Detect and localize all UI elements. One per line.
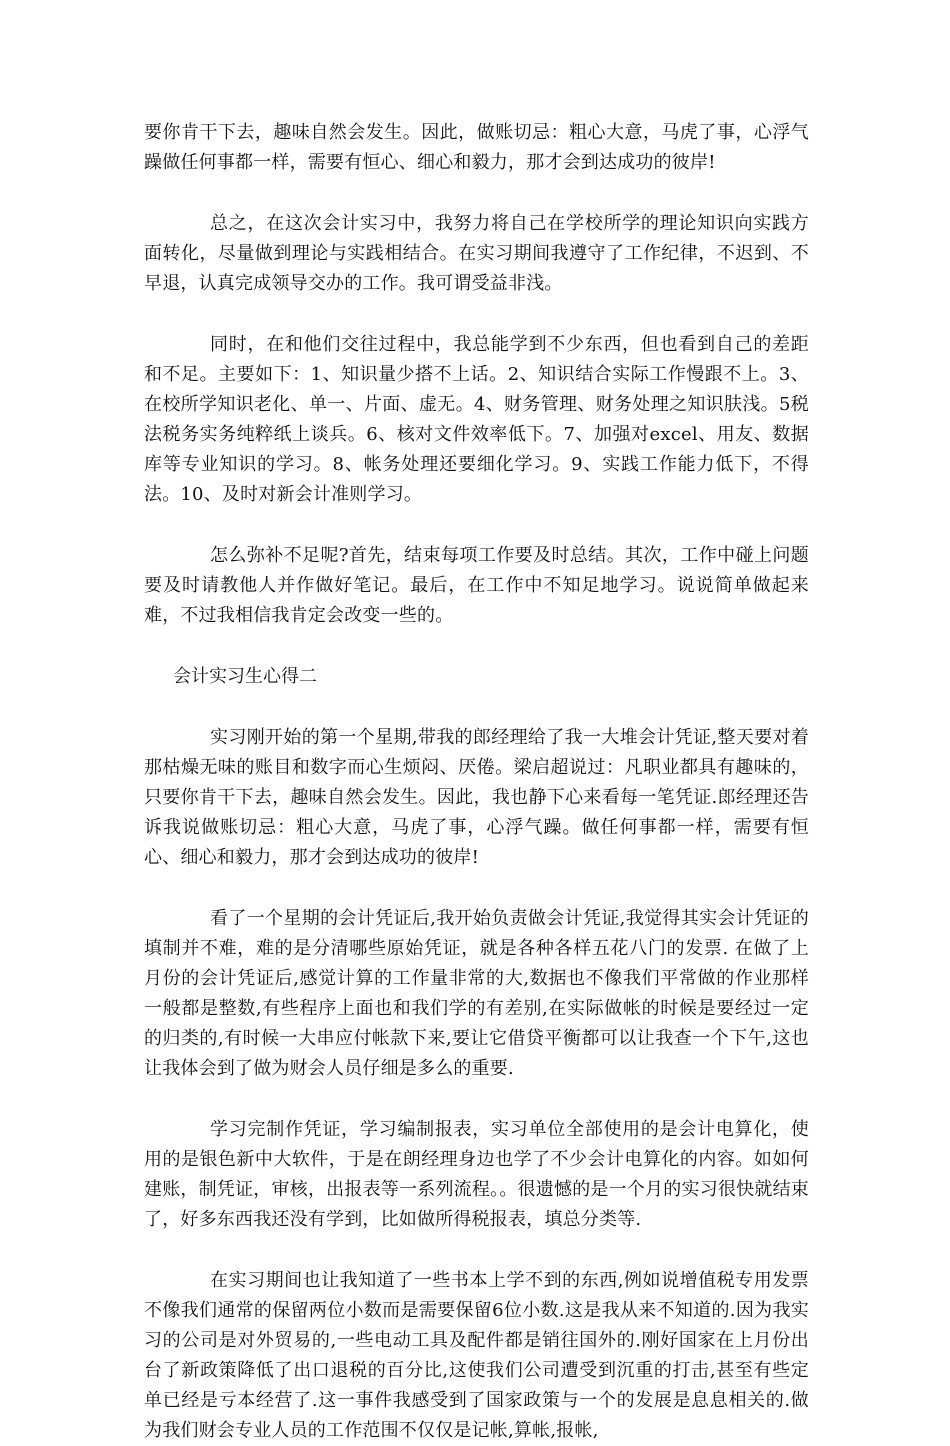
paragraph-first-week: 实习刚开始的第一个星期,带我的郎经理给了我一大堆会计凭证,整天要对着那枯燥无味的账目和数字而心生烦闷、厌倦。梁启超说过：凡职业都具有趣味的，只要你肯干下去，趣味自然会发生。因此，我也静下心来看每一笔凭证.郎经理还告诉我说做账切忌：粗心大意，马虎了事，心浮气躁。做任何事都一样，需要有恒心、细心和毅力，那才会到达成功的彼岸! — [144, 727, 809, 868]
paragraph-lessons: 在实习期间也让我知道了一些书本上学不到的东西,例如说增值税专用发票不像我们通常的保留两位小数而是需要保留6位小数.这是我从来不知道的.因为我实习的公司是对外贸易的,一些电动工具及配件都是销往国外的.刚好国家在上月份出台了新政策降低了出口退税的百分比,这使我们公司遭受到沉重的打击,甚至有些定单已经是亏本经营了.这一事件我感受到了国家政策与一个的发展是息息相关的.做为我们财会专业人员的工作范围不仅仅是记帐,算帐,报帐, — [144, 1270, 809, 1441]
paragraph-gap — [144, 692, 809, 723]
paragraph-shortcomings: 同时，在和他们交往过程中，我总能学到不少东西，但也看到自己的差距和不足。主要如下：1、知识量少搭不上话。2、知识结合实际工作慢跟不上。3、在校所学知识老化、单一、片面、虚无。4、财务管理、财务处理之知识肤浅。5税法税务实务纯粹纸上谈兵。6、核对文件效率低下。7、加强对excel、用友、数据库等专业知识的学习。8、帐务处理还要细化学习。9、实践工作能力低下，不得法。10、及时对新会计准则学习。 — [144, 334, 809, 505]
paragraph-gap — [144, 510, 809, 541]
paragraph-gap — [144, 299, 809, 330]
paragraph-gap — [144, 873, 809, 904]
section-heading: 会计实习生心得二 — [173, 666, 317, 687]
paragraph-gap — [144, 1084, 809, 1115]
paragraph-improvement: 怎么弥补不足呢?首先，结束每项工作要及时总结。其次，工作中碰上问题要及时请教他人并作做好笔记。最后，在工作中不知足地学习。说说简单做起来难，不过我相信我肯定会改变一些的。 — [144, 545, 809, 626]
paragraph-gap — [144, 631, 809, 662]
paragraph-vouchers: 看了一个星期的会计凭证后,我开始负责做会计凭证,我觉得其实会计凭证的填制并不难，难的是分清哪些原始凭证，就是各种各样五花八门的发票. 在做了上月份的会计凭证后,感觉计算的工作量非常的大,数据也不像我们平常做的作业那样一般都是整数,有些程序上面也和我们学的有差别,在实际做帐的时候是要经过一定的归类的,有时候一大串应付帐款下来,要让它借贷平衡都可以让我查一个下午,这也让我体会到了做为财会人员仔细是多么的重要. — [144, 908, 809, 1079]
paragraph-continuation: 要你肯干下去，趣味自然会发生。因此，做账切忌：粗心大意，马虎了事，心浮气躁做任何事都一样，需要有恒心、细心和毅力，那才会到达成功的彼岸! — [144, 122, 809, 173]
paragraph-summary: 总之，在这次会计实习中，我努力将自己在学校所学的理论知识向实践方面转化，尽量做到理论与实践相结合。在实习期间我遵守了工作纪律，不迟到、不早退，认真完成领导交办的工作。我可谓受益非浅。 — [144, 213, 809, 294]
paragraph-reports: 学习完制作凭证，学习编制报表，实习单位全部使用的是会计电算化，使用的是银色新中大软件，于是在朗经理身边也学了不少会计电算化的内容。如如何建账，制凭证，审核，出报表等一系列流程。。很遗憾的是一个月的实习很快就结束了，好多东西我还没有学到，比如做所得税报表，填总分类等. — [144, 1119, 809, 1230]
document-page — [144, 118, 809, 1446]
paragraph-gap — [144, 1235, 809, 1266]
paragraph-gap — [144, 178, 809, 209]
